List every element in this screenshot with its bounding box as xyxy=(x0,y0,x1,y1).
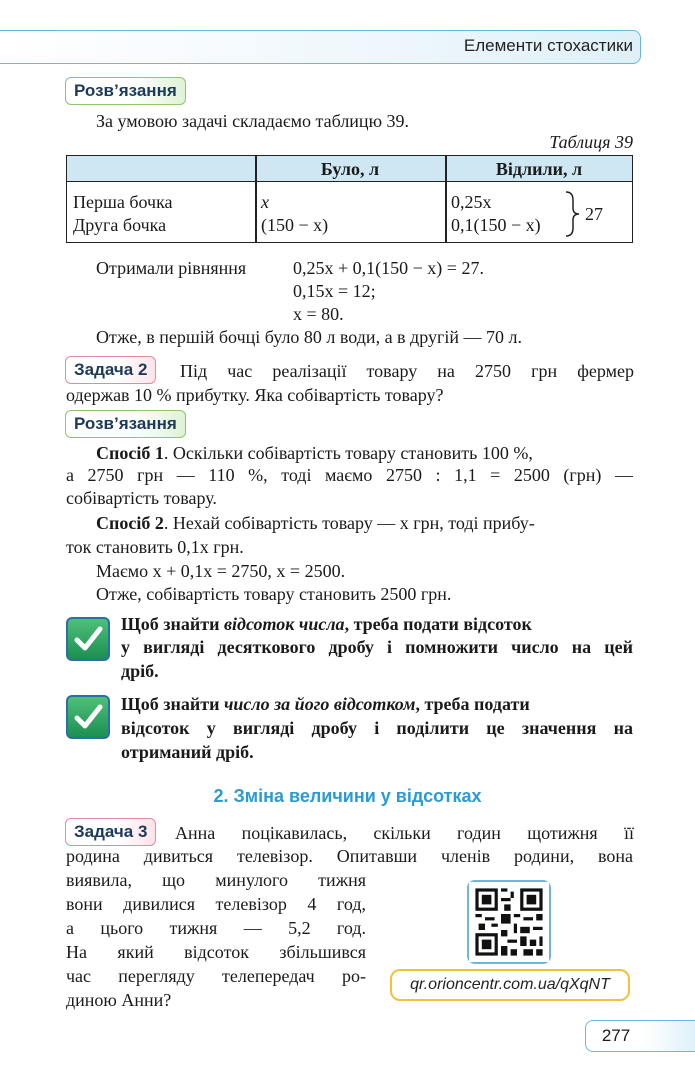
table-cell: (150 − x) xyxy=(261,215,329,235)
table-cell: 0,25x xyxy=(451,192,492,212)
brace-value: 27 xyxy=(585,204,603,224)
task-text: Під час реалізації товару на 2750 грн фермер xyxy=(180,361,634,381)
equation-label: Отримали рівняння xyxy=(96,258,247,278)
qr-code[interactable] xyxy=(467,880,551,964)
checkmark-icon xyxy=(66,617,110,661)
rule-text: дріб. xyxy=(121,661,159,681)
method-line: Маємо x + 0,1x = 2750, x = 2500. xyxy=(96,561,346,581)
method-label: Спосіб 1 xyxy=(96,443,164,463)
table-caption: Таблиця 39 xyxy=(549,132,633,152)
task-text: вони дивилися телевізор 4 год, xyxy=(66,894,366,914)
method-line: Спосіб 2. Нехай собівартість товару — x грн, тоді прибу- xyxy=(96,513,535,533)
task-badge: Задача 2 xyxy=(65,356,156,384)
task-text: родина дивиться телевізор. Опитавши членів родини, вона xyxy=(66,846,633,866)
page-number-tab xyxy=(644,1020,695,1052)
solution-badge: Розв’язання xyxy=(65,410,186,438)
table-cell: Перша бочка xyxy=(73,192,173,212)
table-cell: x xyxy=(261,192,269,212)
task-text: На який відсоток збільшився xyxy=(66,942,366,962)
method-line: Отже, собівартість товару становить 2500 грн. xyxy=(96,584,452,604)
method-line: собівартість товару. xyxy=(66,488,217,508)
task-text: час перегляду телепередач ро- xyxy=(66,966,366,986)
data-table xyxy=(66,155,633,243)
solution-conclusion: Отже, в першій бочці було 80 л води, а в другій — 70 л. xyxy=(96,327,522,347)
rule-text: відсоток у вигляді дробу і поділити це значення на xyxy=(121,718,633,738)
task-text: одержав 10 % прибутку. Яка собівартість товару? xyxy=(66,385,444,405)
method-line: Спосіб 1. Оскільки собівартість товару становить 100 %, xyxy=(96,443,533,463)
rule-text: у вигляді десяткового дробу і помножити число на цей xyxy=(121,637,633,657)
page-number: 277 xyxy=(585,1020,646,1052)
equation-line: 0,25x + 0,1(150 − x) = 27. xyxy=(293,258,484,278)
qr-link[interactable]: qr.orioncentr.com.ua/qXqNT xyxy=(390,969,630,1001)
equation-line: 0,15x = 12; xyxy=(293,281,376,301)
equation-line: x = 80. xyxy=(293,304,344,324)
solution-intro: За умовою задачі складаємо таблицю 39. xyxy=(96,111,410,131)
qr-code-icon xyxy=(469,882,549,962)
table-header-before: Було, л xyxy=(320,159,380,179)
method-line: ток становить 0,1x грн. xyxy=(66,537,244,557)
checkmark-icon xyxy=(66,695,110,739)
task-text: Анна поцікавилась, скільки годин щотижня її xyxy=(175,823,634,843)
method-line: а 2750 грн — 110 %, тоді маємо 2750 : 1,1 = 2500 (грн) — xyxy=(66,465,633,485)
task-text: виявила, що минулого тижня xyxy=(66,870,366,890)
rule-text: отриманий дріб. xyxy=(121,742,254,762)
table-cell: 0,1(150 − x) xyxy=(451,215,541,235)
brace-icon xyxy=(563,190,583,238)
solution-badge: Розв’язання xyxy=(65,77,186,105)
rule-text: Щоб знайти відсоток числа, треба подати відсоток xyxy=(121,614,532,634)
task-text: а цього тижня — 5,2 год. xyxy=(66,918,366,938)
task-text: диною Анни? xyxy=(66,990,172,1010)
section-title: 2. Зміна величини у відсотках xyxy=(213,786,482,806)
running-header: Елементи стохастики xyxy=(463,36,633,55)
table-header-poured: Відлили, л xyxy=(495,159,583,179)
task-badge: Задача 3 xyxy=(65,818,156,846)
table-cell: Друга бочка xyxy=(73,215,167,235)
method-label: Спосіб 2 xyxy=(96,513,164,533)
rule-text: Щоб знайти число за його відсотком, треба подати xyxy=(121,694,530,714)
